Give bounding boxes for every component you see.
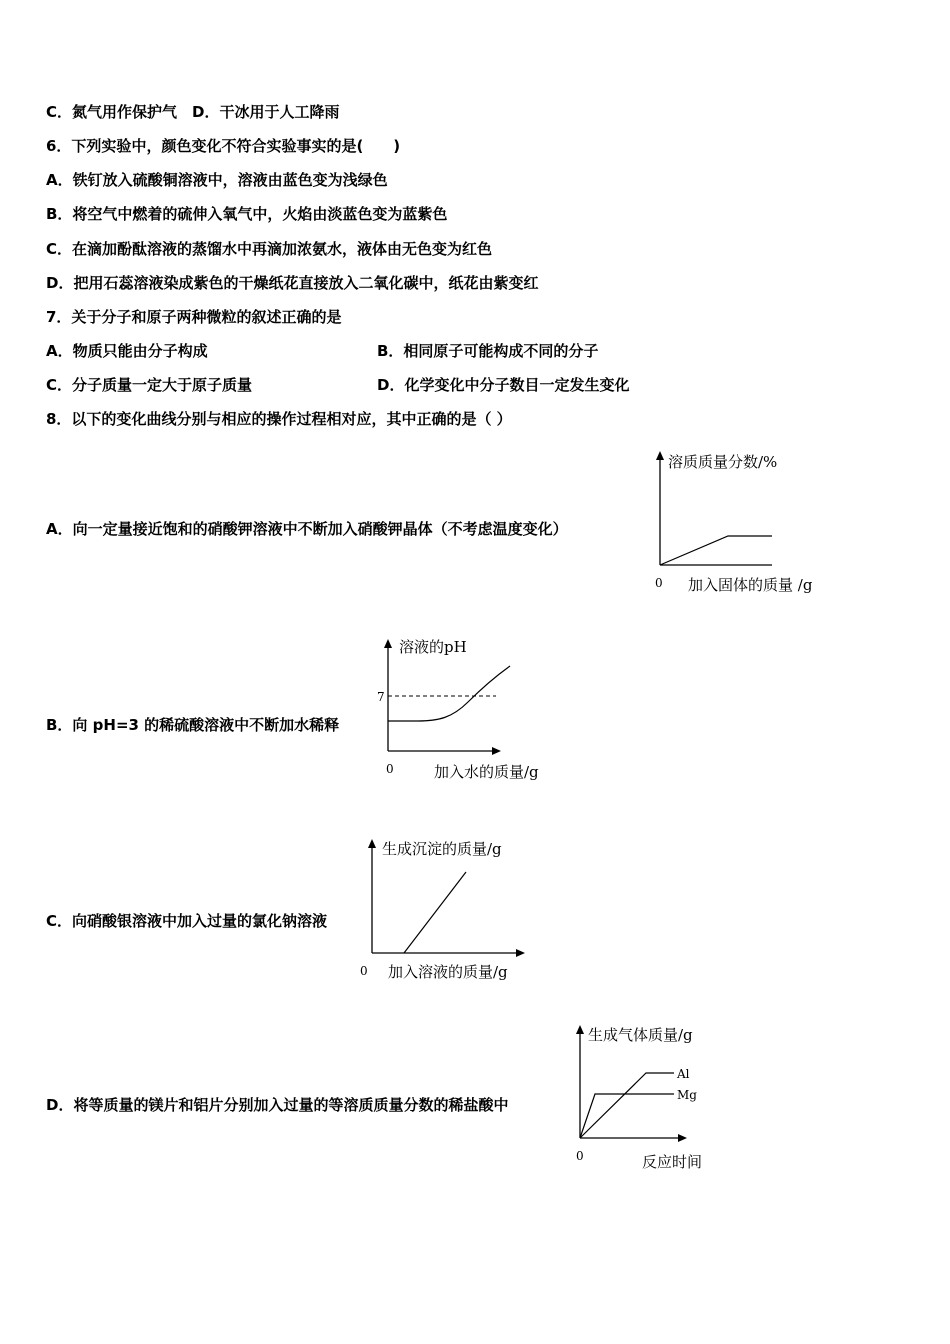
graph-a-origin: 0 [655,576,663,590]
graph-d-ylabel: 生成气体质量/g [588,1026,693,1044]
q6-option-d: D．把用石蕊溶液染成紫色的干燥纸花直接放入二氧化碳中，纸花由紫变红 [46,274,539,292]
q8-option-b: B．向 pH=3 的稀硫酸溶液中不断加水稀释 [46,716,340,734]
q7-option-d: D．化学变化中分子数目一定发生变化 [377,376,630,394]
graph-b-ylabel: 溶液的pH [399,638,467,656]
graph-d-x-arrow [678,1134,687,1142]
q7-option-a: A．物质只能由分子构成 [46,342,208,360]
q7-stem: 7．关于分子和原子两种微粒的叙述正确的是 [46,308,342,326]
graph-d [566,1018,766,1178]
q8-option-d: D．将等质量的镁片和铝片分别加入过量的等溶质质量分数的稀盐酸中 [46,1096,509,1114]
q8-stem: 8．以下的变化曲线分别与相应的操作过程相对应，其中正确的是（ ） [46,410,512,428]
q8-option-c: C．向硝酸银溶液中加入过量的氯化钠溶液 [46,912,328,930]
graph-c-xlabel: 加入溶液的质量/g [388,963,508,981]
graph-d-xlabel: 反应时间 [642,1153,703,1171]
graph-b-y-arrow [384,639,392,648]
graph-c-ylabel: 生成沉淀的质量/g [382,840,502,858]
graph-b-tick-7: 7 [377,690,385,704]
graph-a-y-arrow [656,451,664,460]
graph-c-y-arrow [368,839,376,848]
graph-d-y-arrow [576,1025,584,1034]
q6-option-a: A．铁钉放入硫酸铜溶液中，溶液由蓝色变为浅绿色 [46,171,388,189]
graph-c-origin: 0 [360,964,368,978]
graph-c-x-arrow [516,949,525,957]
q8-option-a: A．向一定量接近饱和的硝酸钾溶液中不断加入硝酸钾晶体（不考虑温度变化） [46,520,568,538]
q6-option-b: B．将空气中燃着的硫伸入氧气中，火焰由淡蓝色变为蓝紫色 [46,205,448,223]
graph-b-xlabel: 加入水的质量/g [434,763,539,781]
graph-b [370,632,570,787]
graph-a-curve [660,536,772,565]
q5-options-cd: C．氮气用作保护气 D．干冰用于人工降雨 [46,103,340,121]
q6-stem: 6．下列实验中，颜色变化不符合实验事实的是( ) [46,137,401,155]
graph-d-al-curve [580,1073,674,1138]
q7-option-c: C．分子质量一定大于原子质量 [46,376,253,394]
graph-a [640,448,840,603]
graph-b-x-arrow [492,747,501,755]
graph-a-ylabel: 溶质质量分数/% [668,453,778,471]
graph-b-origin: 0 [386,762,394,776]
graph-d-label-mg: Mg [677,1088,697,1102]
graph-a-xlabel: 加入固体的质量 /g [688,576,813,594]
q7-option-b: B．相同原子可能构成不同的分子 [377,342,599,360]
graph-d-label-al: Al [677,1067,690,1081]
q6-option-c: C．在滴加酚酞溶液的蒸馏水中再滴加浓氨水，液体由无色变为红色 [46,240,493,258]
graph-b-curve [388,666,510,721]
graph-d-mg-curve [580,1094,674,1138]
graph-d-origin: 0 [576,1149,584,1163]
graph-c [356,832,556,987]
graph-c-curve [404,872,466,953]
